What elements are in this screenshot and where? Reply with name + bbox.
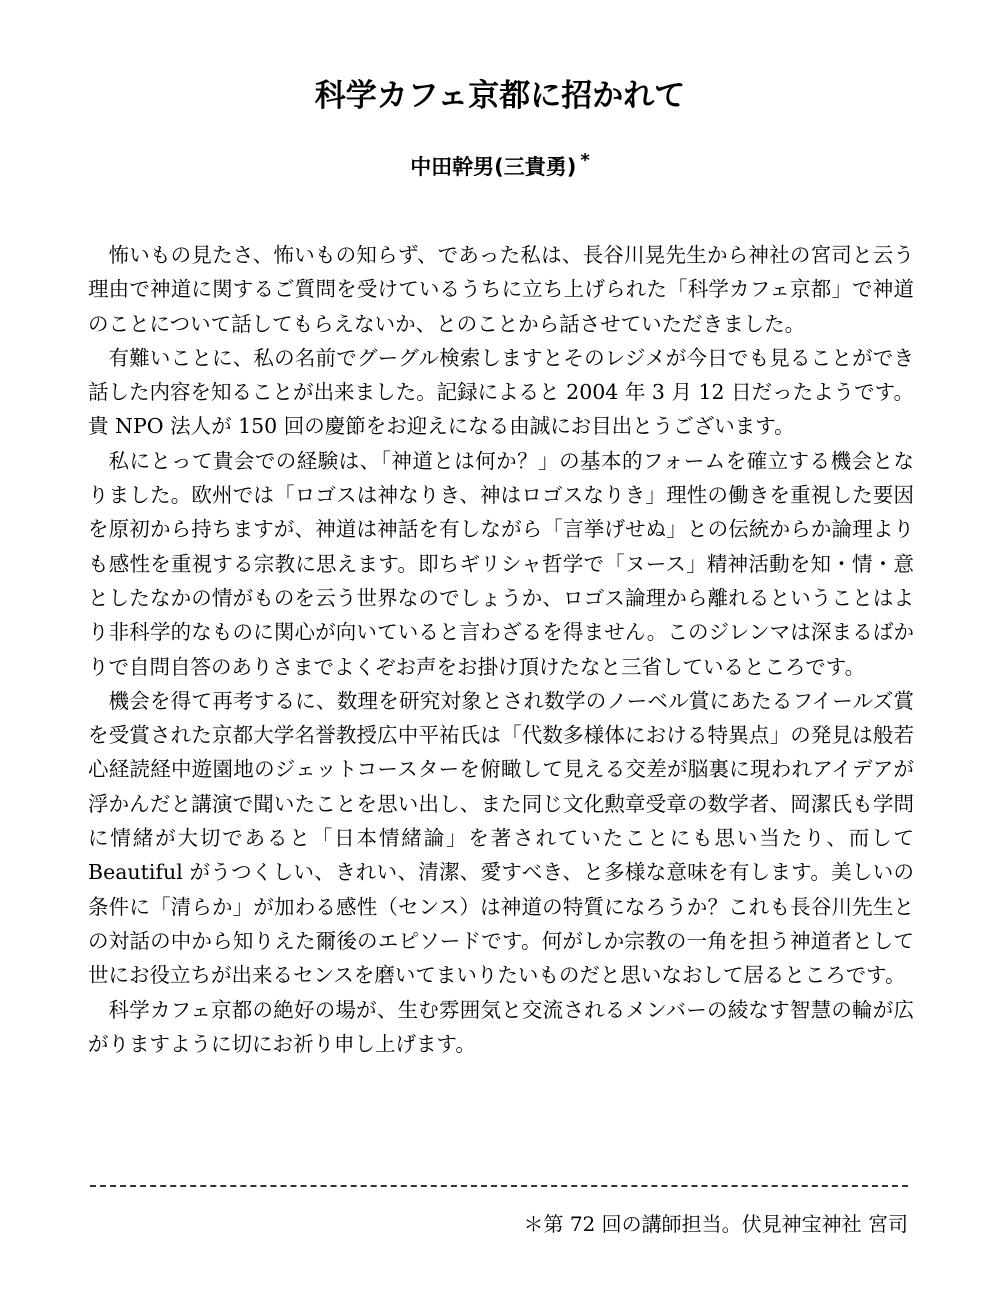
- footnote: ＊第 72 回の講師担当。伏見神宝神社 宮司: [523, 1212, 908, 1236]
- paragraph: 科学カフェ京都の絶好の場が、生む雰囲気と交流されるメンバーの綾なす智慧の輪が広がりますように切にお祈り申し上げます。: [88, 997, 914, 1056]
- footnote-divider: [90, 1185, 908, 1187]
- footnote-marker: *: [580, 150, 590, 171]
- author-name: 中田幹男(三貴勇): [410, 155, 577, 179]
- author-line: [0, 150, 1000, 181]
- paragraph: 有難いことに、私の名前でグーグル検索しますとそのレジメが今日でも見ることができ話した内容を知ることが出来ました。記録によると 2004 年 3 月 12 日だったようです。貴 NPO 法人が 150 回の慶節をお迎えになる由誠にお目出とうございます。: [88, 345, 914, 439]
- article-body: [88, 238, 914, 1061]
- paragraph: 怖いもの見たさ、怖いもの知らず、であった私は、長谷川晃先生から神社の宮司と云う理由で神道に関するご質問を受けているうちに立ち上げられた「科学カフェ京都」で神道のことについて話してもらえないか、とのことから話させていただきました。: [88, 243, 914, 336]
- page-title: 科学カフェ京都に招かれて: [314, 78, 686, 114]
- paragraph: 機会を得て再考するに、数理を研究対象とされ数学のノーベル賞にあたるフイールズ賞を受賞された京都大学名誉教授広中平祐氏は「代数多様体における特異点」の発見は般若心経読経中遊園地のジェットコースターを俯瞰して見える交差が脳裏に現われアイデアが浮かんだと講演で聞いたことを思い出し、また同じ文化勲章受章の数学者、岡潔氏も学問に情緒が大切であると「日本情緒論」を著されていたことにも思い当たり、而して Beautiful がうつくしい、きれい、清潔、愛すべき、と多様な意味を有します。美しいの条件に「清らか」が加わる感性（センス）は神道の特質になろうか？これも長谷川先生との対話の中から知りえた爾後のエピソードです。何がしか宗教の一角を担う神道者として世にお役立ちが出来るセンスを磨いてまいりたいものだと思いなおして居るところです。: [88, 688, 914, 988]
- paragraph: 私にとって貴会での経験は、「神道とは何か？」の基本的フォームを確立する機会となりました。欧州では「ロゴスは神なりき、神はロゴスなりき」理性の働きを重視した要因を原初から持ちますが、神道は神話を有しながら「言挙げせぬ」との伝統からか論理よりも感性を重視する宗教に思えます。即ちギリシャ哲学で「ヌース」精神活動を知・情・意としたなかの情がものを云う世界なのでしょうか、ロゴス論理から離れるということはより非科学的なものに関心が向いていると言わざるを得ません。このジレンマは深まるばかりで自問自答のありさまでよくぞお声をお掛け頂けたなと三省しているところです。: [88, 448, 914, 679]
